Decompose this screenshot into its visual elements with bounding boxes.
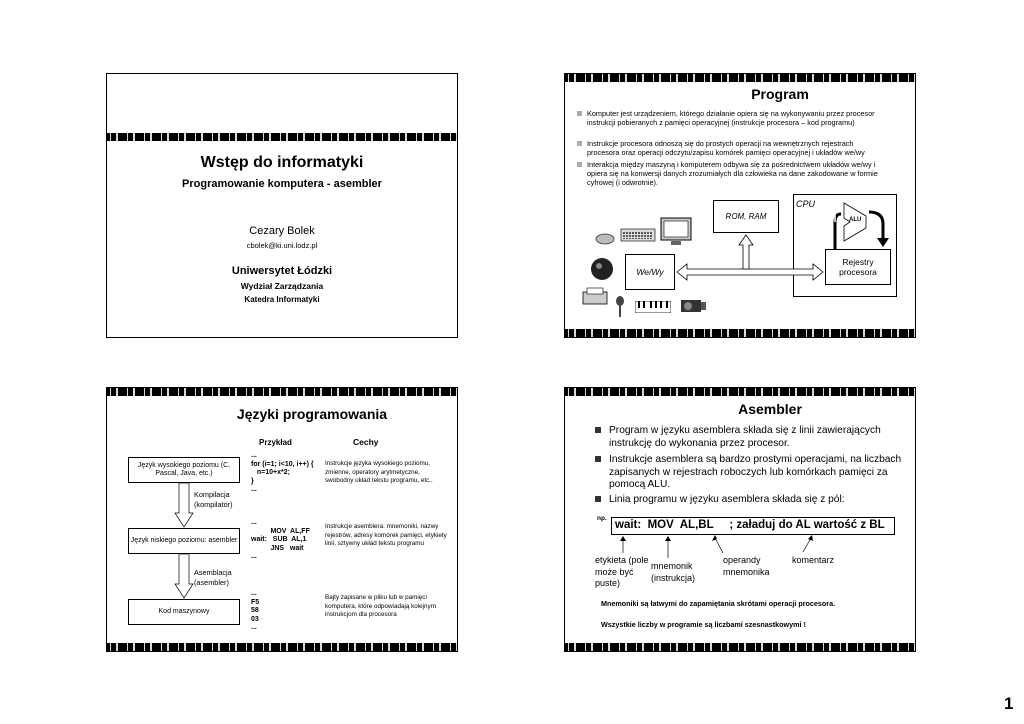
features-text: Instrukcje asemblera: mnemoniki, nazwy rejestrów, adresy komórek pamięci, etykiety linii, sztywny układ tekstu programu (325, 523, 447, 547)
slide-title (106, 73, 458, 338)
alu-label: ALU (849, 217, 862, 223)
slide-heading: Języki programowania (236, 406, 388, 422)
assembly-label: Asemblacja (asembler) (194, 568, 232, 587)
page-number: 1 (1004, 694, 1014, 713)
decorative-bar (107, 133, 457, 141)
field-label-mnemonic: mnemonik (instrukcja) (651, 561, 696, 583)
slide-title-heading: Wstęp do informatyki (200, 154, 364, 171)
bullet-item: Program w języku asemblera składa się z linii zawierających instrukcję do wykonania przez procesor. (595, 425, 899, 450)
bullet-item: Instrukcje procesora odnoszą się do prostych operacji na wewnętrznych rejestrach procesora oraz operacji odczytu/zapisu komórek pamięci operacyjnej i układów we/wy (577, 139, 887, 157)
column-header-example: Przykład (259, 438, 292, 447)
compilation-label: Kompilacja (kompilator) (194, 490, 233, 509)
mouse-icon (595, 232, 615, 246)
note-mnemonics: Mnemoniki są łatwymi do zapamiętania skrótami operacji procesora. (601, 599, 836, 608)
slide-heading: Program (751, 86, 809, 102)
faculty-name: Wydział Zarządzania (240, 281, 324, 291)
camera-icon (679, 296, 707, 314)
bullet-item: Instrukcje asemblera są bardzo prostymi operacjami, na liczbach zapisanych w rejestrach roboczych lub komórkach pamięci za pomocą ALU. (595, 454, 909, 492)
example-code: ... for (i=1; i<10, i++) { n=10+x*2; } ... (251, 452, 314, 493)
code-line: wait: MOV AL,BL ; załaduj do AL wartość z BL (615, 519, 885, 531)
column-header-features: Cechy (353, 437, 379, 447)
bullet-item: Linia programu w języku asemblera składa się z pól: (595, 494, 909, 507)
rom-ram-label: ROM, RAM (725, 212, 767, 221)
features-text: Instrukcje języka wysokiego poziomu, zmienne, operatory arytmetyczne, swobodny układ tekstu programu, etc.. (325, 460, 433, 484)
high-level-label: Język wysokiego poziomu (C, Pascal, Java, etc.) (137, 461, 231, 477)
joystick-icon (589, 256, 615, 282)
slide-heading: Asembler (738, 401, 802, 417)
io-label: We/Wy (636, 267, 664, 277)
field-label-label: etykieta (pole może być puste) (595, 555, 649, 588)
keyboard-icon (620, 226, 656, 244)
slide-subtitle: Programowanie komputera - asembler (182, 178, 382, 190)
features-text: Bajty zapisane w pliku lub w pamięci komputera, które odpowiadają kolejnym instrukcjom dla procesora (325, 594, 436, 618)
bullet-item: Komputer jest urządzeniem, którego działanie opiera się na wykonywaniu przez procesor instrukcji pobieranych z pamięci operacyjnej (instrukcje procesora – kod programu) (577, 109, 887, 127)
machine-code-label: Kod maszynowy (158, 607, 210, 615)
university-name: Uniwersytet Łódzki (231, 265, 333, 277)
author-name: Cezary Bolek (249, 225, 315, 237)
printer-icon (581, 286, 609, 308)
example-code: ... MOV AL,FF wait: SUB AL,1 JNS wait ... (251, 519, 310, 560)
monitor-icon (660, 217, 692, 247)
author-email: cbolek@ki.uni.lodz.pl (246, 241, 318, 250)
low-level-label: Język niskiego poziomu: asembler (130, 536, 238, 544)
field-label-comment: komentarz (792, 555, 835, 565)
slide-program (564, 73, 916, 338)
field-label-operands: operandy mnemonika (723, 555, 770, 577)
department-name: Katedra Informatyki (244, 295, 320, 304)
cpu-label: CPU (796, 199, 816, 209)
music-keyboard-icon (635, 301, 671, 313)
bullet-item: Interakcja między maszyną i komputerem odbywa się za pośrednictwem układów we/wy i opiera się na konwersji danych zrozumiałych dla człowieka na dane zakodowane w formie cyfrowej (i odwrotnie). (577, 160, 887, 187)
registers-label: Rejestry procesora (839, 257, 877, 277)
example-label: np. (597, 515, 607, 522)
slide-assembler (564, 387, 916, 652)
field-arrows (565, 388, 916, 652)
example-code: ... F5 58 03 ... (251, 590, 260, 631)
microphone-icon (615, 296, 625, 318)
note-hex: Wszystkie liczby w programie są liczbami szesnastkowymi ! (601, 620, 806, 629)
slide-languages (106, 387, 458, 652)
